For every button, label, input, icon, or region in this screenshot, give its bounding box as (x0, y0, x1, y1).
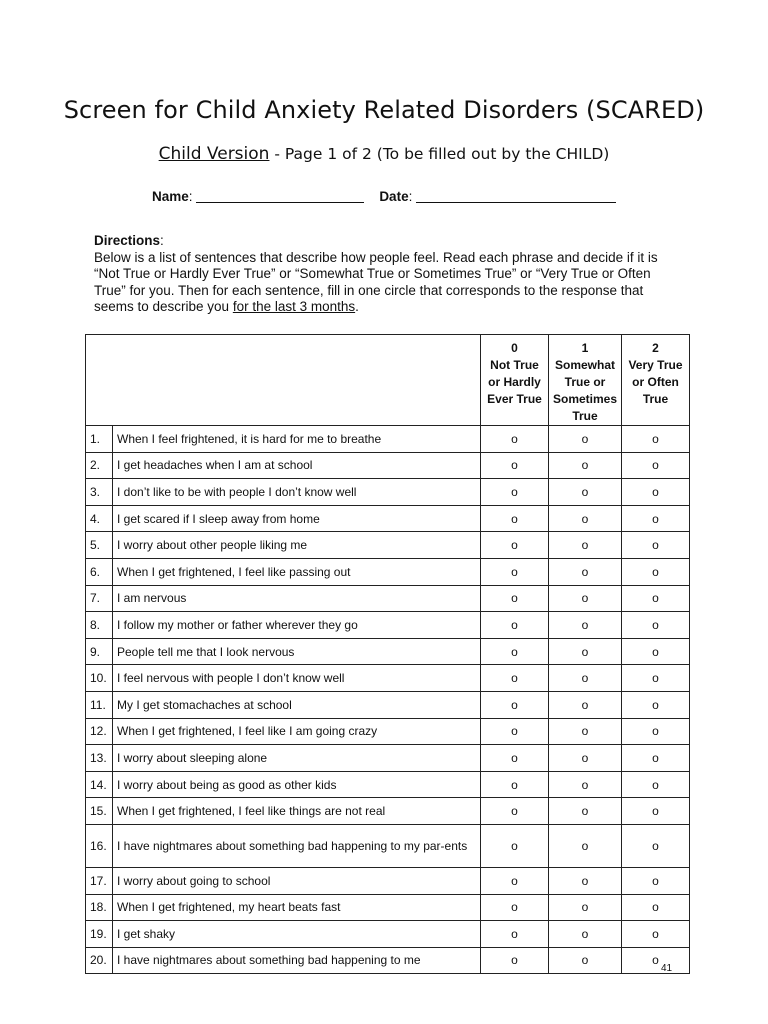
page-info: - Page 1 of 2 (To be filled out by the CHILD) (269, 145, 610, 163)
item-text: I get scared if I sleep away from home (113, 505, 481, 532)
response-circle-0[interactable]: o (481, 824, 549, 867)
response-circle-2[interactable]: o (622, 798, 690, 825)
item-text: When I get frightened, I feel like passing out (113, 558, 481, 585)
item-number: 13. (86, 745, 113, 772)
item-number: 2. (86, 452, 113, 479)
response-circle-1[interactable]: o (549, 479, 622, 506)
item-number: 5. (86, 532, 113, 559)
item-text: I worry about being as good as other kids (113, 771, 481, 798)
response-circle-1[interactable]: o (549, 532, 622, 559)
date-field[interactable] (416, 190, 616, 203)
response-circle-2[interactable]: o (622, 894, 690, 921)
response-circle-1[interactable]: o (549, 771, 622, 798)
response-circle-0[interactable]: o (481, 558, 549, 585)
table-header-row (86, 335, 690, 426)
item-text: People tell me that I look nervous (113, 638, 481, 665)
response-circle-2[interactable]: o (622, 452, 690, 479)
response-circle-2[interactable]: o (622, 426, 690, 453)
response-circle-1[interactable]: o (549, 947, 622, 974)
response-circle-2[interactable]: o (622, 665, 690, 692)
response-circle-1[interactable]: o (549, 638, 622, 665)
item-text: When I feel frightened, it is hard for me to breathe (113, 426, 481, 453)
item-number: 8. (86, 612, 113, 639)
header-score: 1 (581, 341, 589, 355)
response-circle-0[interactable]: o (481, 479, 549, 506)
table-row (86, 867, 690, 894)
response-circle-1[interactable]: o (549, 824, 622, 867)
response-circle-2[interactable]: o (622, 505, 690, 532)
response-circle-2[interactable]: o (622, 947, 690, 974)
item-number: 20. (86, 947, 113, 974)
item-number: 3. (86, 479, 113, 506)
response-circle-0[interactable]: o (481, 718, 549, 745)
response-circle-0[interactable]: o (481, 921, 549, 948)
item-text: I follow my mother or father wherever they go (113, 612, 481, 639)
response-circle-2[interactable]: o (622, 718, 690, 745)
response-circle-2[interactable]: o (622, 532, 690, 559)
response-circle-1[interactable]: o (549, 798, 622, 825)
page-number: 41 (661, 963, 673, 974)
table-row (86, 824, 690, 867)
scared-table (85, 334, 690, 974)
response-circle-1[interactable]: o (549, 585, 622, 612)
directions-end: . (355, 299, 359, 314)
item-text: I have nightmares about something bad happening to my par-ents (113, 824, 481, 867)
name-date-row: Name: Date: (152, 189, 672, 204)
item-text: I get headaches when I am at school (113, 452, 481, 479)
response-circle-1[interactable]: o (549, 718, 622, 745)
response-circle-1[interactable]: o (549, 612, 622, 639)
response-circle-0[interactable]: o (481, 532, 549, 559)
item-text: I worry about sleeping alone (113, 745, 481, 772)
item-number: 9. (86, 638, 113, 665)
version-label: Child Version (158, 144, 270, 164)
response-circle-2[interactable]: o (622, 745, 690, 772)
table-row (86, 612, 690, 639)
table-row (86, 745, 690, 772)
response-circle-2[interactable]: o (622, 867, 690, 894)
header-score: 0 (511, 341, 518, 355)
table-row (86, 798, 690, 825)
table-row (86, 452, 690, 479)
table-row (86, 947, 690, 974)
response-circle-1[interactable]: o (549, 505, 622, 532)
name-field[interactable] (196, 190, 364, 203)
item-rows (86, 426, 690, 974)
item-text: When I get frightened, my heart beats fast (113, 894, 481, 921)
response-circle-0[interactable]: o (481, 665, 549, 692)
date-label: Date (379, 189, 409, 204)
item-number: 15. (86, 798, 113, 825)
item-number: 19. (86, 921, 113, 948)
response-circle-1[interactable]: o (549, 921, 622, 948)
response-circle-0[interactable]: o (481, 867, 549, 894)
response-circle-2[interactable]: o (622, 479, 690, 506)
table-row (86, 558, 690, 585)
table-row (86, 665, 690, 692)
directions-text: Below is a list of sentences that describe how people feel. Read each phrase and decide if it is “Not True or Hardly Ever True” or “Somewhat True or Sometimes True” or “Very True or Often True” for you. Then for each sentence, fill in one circle that corresponds to the response that seems to describe you (94, 249, 658, 314)
response-circle-0[interactable]: o (481, 894, 549, 921)
table-row (86, 426, 690, 453)
table-row (86, 894, 690, 921)
table-row (86, 718, 690, 745)
item-text: I get shaky (113, 921, 481, 948)
header-score: 2 (652, 341, 659, 355)
item-number: 14. (86, 771, 113, 798)
directions-block: Directions: Below is a list of sentences that describe how people feel. Read each phrase and decide if it is “Not True or Hardly Ever True” or “Somewhat True or Sometimes True” or “Very True or Often True” for you. Then for each sentence, fill in one circle that corresponds to the response that seems to describe you for the last 3 months. (94, 233, 658, 314)
response-circle-2[interactable]: o (622, 585, 690, 612)
item-number: 11. (86, 691, 113, 718)
response-circle-2[interactable]: o (622, 612, 690, 639)
item-text: I am nervous (113, 585, 481, 612)
response-circle-1[interactable]: o (549, 691, 622, 718)
table-row (86, 505, 690, 532)
response-circle-0[interactable]: o (481, 798, 549, 825)
item-number: 7. (86, 585, 113, 612)
item-number: 18. (86, 894, 113, 921)
header-label: Not True or Hardly Ever True (487, 358, 542, 406)
response-circle-0[interactable]: o (481, 638, 549, 665)
response-circle-0[interactable]: o (481, 947, 549, 974)
header-blank (86, 335, 481, 426)
name-label: Name (152, 189, 189, 204)
table-row (86, 691, 690, 718)
table-row (86, 638, 690, 665)
table-row (86, 479, 690, 506)
item-number: 1. (86, 426, 113, 453)
item-number: 16. (86, 824, 113, 867)
response-circle-1[interactable]: o (549, 745, 622, 772)
item-text: I worry about other people liking me (113, 532, 481, 559)
item-text: My I get stomachaches at school (113, 691, 481, 718)
response-circle-1[interactable]: o (549, 894, 622, 921)
item-number: 6. (86, 558, 113, 585)
response-circle-1[interactable]: o (549, 867, 622, 894)
response-circle-1[interactable]: o (549, 426, 622, 453)
response-circle-0[interactable]: o (481, 771, 549, 798)
item-number: 4. (86, 505, 113, 532)
response-circle-2[interactable]: o (622, 691, 690, 718)
response-circle-0[interactable]: o (481, 745, 549, 772)
table-row (86, 921, 690, 948)
response-circle-0[interactable]: o (481, 505, 549, 532)
response-circle-2[interactable]: o (622, 558, 690, 585)
response-circle-2[interactable]: o (622, 771, 690, 798)
table-row (86, 532, 690, 559)
item-number: 17. (86, 867, 113, 894)
header-col-1 (549, 335, 622, 426)
item-number: 10. (86, 665, 113, 692)
directions-emphasis: for the last 3 months (232, 299, 356, 314)
header-col-2 (622, 335, 690, 426)
table-row (86, 771, 690, 798)
response-circle-1[interactable]: o (549, 665, 622, 692)
header-label: Very True or Often True (628, 358, 683, 406)
item-text: I feel nervous with people I don’t know well (113, 665, 481, 692)
response-circle-1[interactable]: o (549, 558, 622, 585)
item-text: When I get frightened, I feel like things are not real (113, 798, 481, 825)
form-title: Screen for Child Anxiety Related Disorders (SCARED) (63, 96, 705, 124)
response-circle-2[interactable]: o (622, 921, 690, 948)
item-text: When I get frightened, I feel like I am going crazy (113, 718, 481, 745)
directions-heading: Directions (94, 233, 161, 248)
response-circle-0[interactable]: o (481, 426, 549, 453)
table-row (86, 585, 690, 612)
form-subtitle (0, 144, 768, 164)
item-text: I don’t like to be with people I don’t know well (113, 479, 481, 506)
response-circle-0[interactable]: o (481, 585, 549, 612)
header-col-0 (481, 335, 549, 426)
response-circle-0[interactable]: o (481, 691, 549, 718)
item-text: I have nightmares about something bad happening to me (113, 947, 481, 974)
response-circle-0[interactable]: o (481, 612, 549, 639)
item-text: I worry about going to school (113, 867, 481, 894)
response-circle-1[interactable]: o (549, 452, 622, 479)
item-number: 12. (86, 718, 113, 745)
header-label: Somewhat True or Sometimes True (553, 358, 618, 423)
response-circle-0[interactable]: o (481, 452, 549, 479)
response-circle-2[interactable]: o (622, 824, 690, 867)
response-circle-2[interactable]: o (622, 638, 690, 665)
